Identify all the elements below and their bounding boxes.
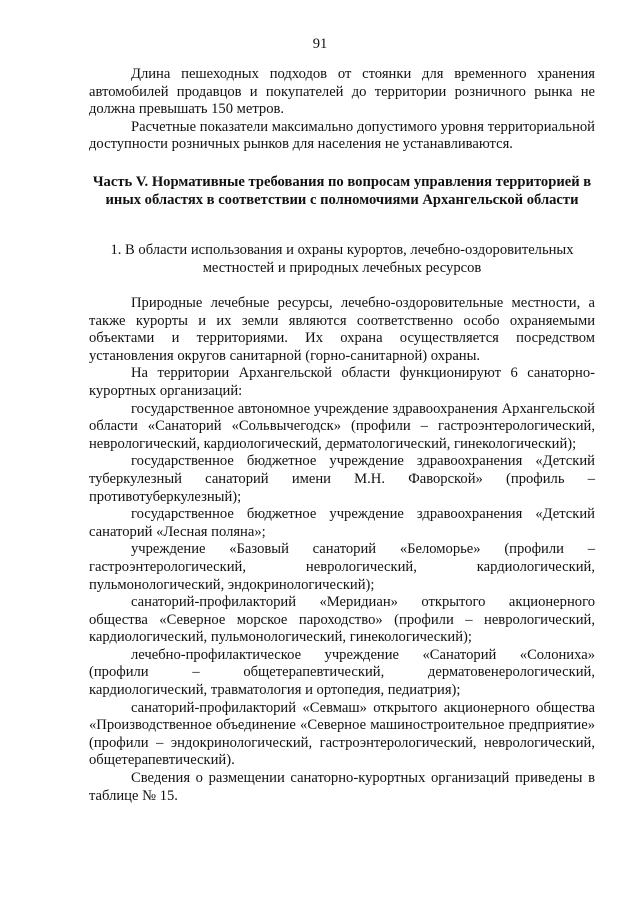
list-item-sevmash: санаторий-профилакторий «Севмаш» открытого акционерного общества «Производственное объединение «Северное машиностроительное предприятие» (профили – эндокринологический, гастроэнтерологический, неврологический, общетерапевтический). — [89, 699, 595, 769]
intro-block — [89, 66, 595, 154]
list-item-favorskaya: государственное бюджетное учреждение здравоохранения «Детский туберкулезный санаторий имени М.Н. Фаворской» (профиль – противотуберкулезный); — [89, 453, 595, 505]
list-item-solonikha: лечебно-профилактическое учреждение «Санаторий «Солониха» (профили – общетерапевтический, дерматовенерологический, кардиологический, травматология и ортопедия, педиатрия); — [89, 646, 595, 699]
body-paragraph-table-ref: Сведения о размещении санаторно-курортных организаций приведены в таблице № 15. — [89, 770, 595, 804]
page-number: 91 — [312, 36, 328, 52]
list-item-lesnaya-polyana: государственное бюджетное учреждение здравоохранения «Детский санаторий «Лесная поляна»; — [89, 506, 595, 540]
list-item-belomorye: учреждение «Базовый санаторий «Беломорье» (профили – гастроэнтерологический, неврологический, кардиологический, пульмонологический, эндокринологический); — [89, 541, 595, 593]
section-heading: 1. В области использования и охраны курортов, лечебно-оздоровительных местностей и природных лечебных ресурсов — [110, 242, 574, 276]
list-item-meridian: санаторий-профилакторий «Меридиан» открытого акционерного общества «Северное морское пароходство» (профили – неврологический, кардиологический, пульмонологический, гинекологический); — [89, 594, 595, 646]
body-paragraph-1: Природные лечебные ресурсы, лечебно-оздоровительные местности, а также курорты и их земли являются соответственно особо охраняемыми объектами и территориями. Их охрана осуществляется посредством установления округов санитарной (горно-санитарной) охраны. — [89, 295, 595, 364]
body-paragraph-2: На территории Архангельской области функционируют 6 санаторно-курортных организаций: — [89, 365, 595, 399]
body-block — [89, 295, 595, 805]
part-heading: Часть V. Нормативные требования по вопросам управления территорией в иных областях в соответствии с полномочиями Архангельской области — [92, 174, 592, 208]
intro-paragraph-1: Длина пешеходных подходов от стоянки для временного хранения автомобилей продавцов и покупателей до территории розничного рынка не должна превышать 150 метров. — [89, 66, 595, 118]
list-item-solvychegodsk: государственное автономное учреждение здравоохранения Архангельской области «Санаторий «Сольвычегодск» (профили – гастроэнтерологический, неврологический, кардиологический, дерматологический, гинекологический); — [89, 400, 595, 452]
intro-paragraph-2: Расчетные показатели максимально допустимого уровня территориальной доступности розничных рынков для населения не устанавливаются. — [89, 118, 595, 153]
